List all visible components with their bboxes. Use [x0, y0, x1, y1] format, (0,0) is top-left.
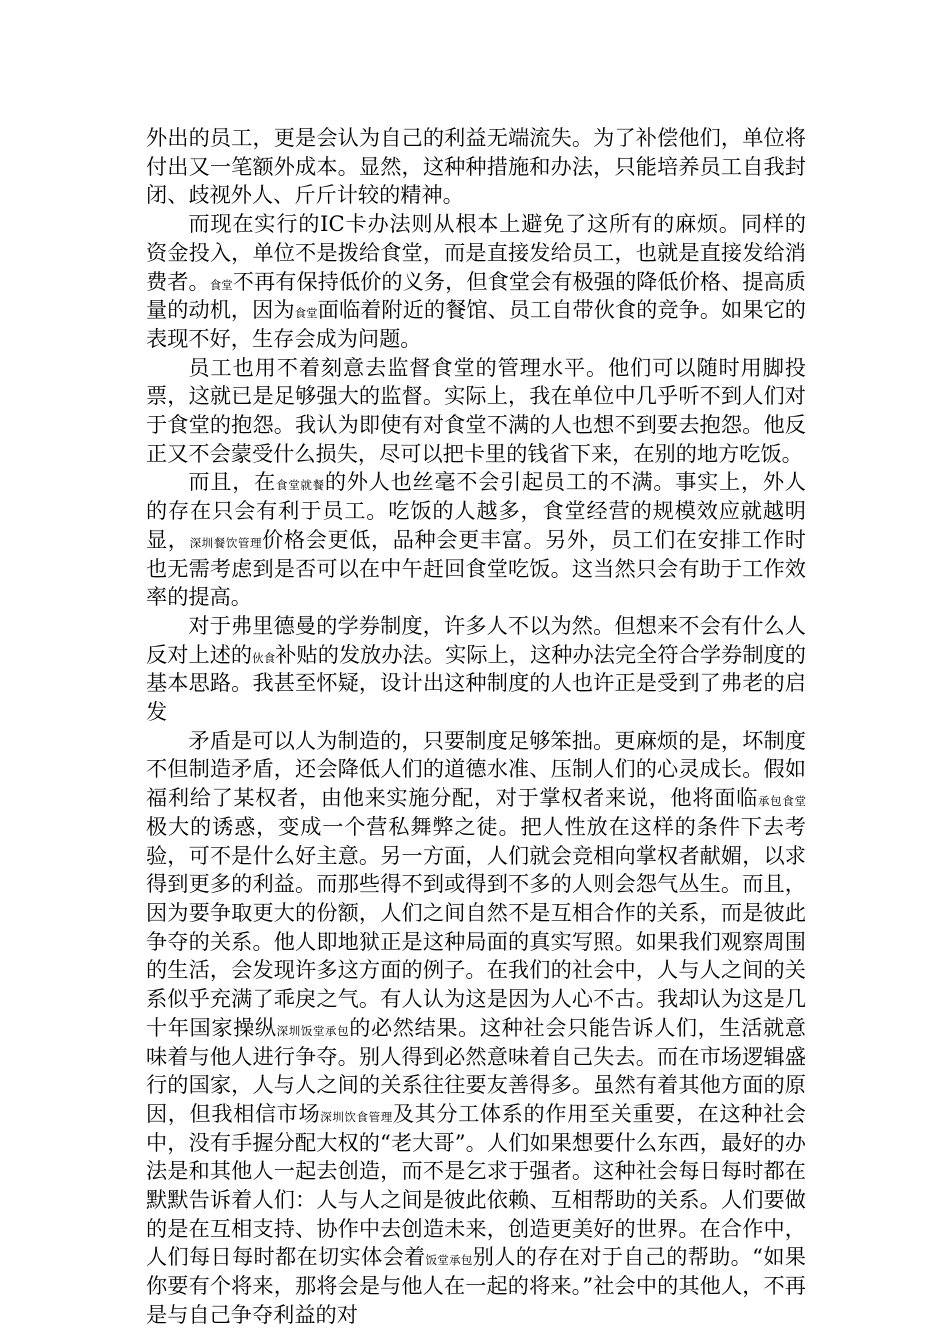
inline-small-text: 食堂	[209, 277, 233, 292]
paragraph-text: 的外人也丝毫不会引起员工的不满。事实上，外人的存在只会有利于员工。吃饭的人越多，食堂经营的规模效应就越明显，	[146, 469, 806, 552]
paragraph	[146, 468, 806, 612]
paragraph-text: 补贴的发放办法。实际上，这种办法完全符合学券制度的基本思路。我甚至怀疑，设计出这种制度的人也许正是受到了弗老的启发	[146, 641, 806, 725]
paragraph-text: 面临着附近的餐馆、员工自带伙食的竞争。如果它的表现不好，生存会成为问题。	[146, 297, 806, 351]
paragraph	[146, 354, 806, 469]
paragraph	[146, 612, 806, 727]
document-body	[146, 124, 806, 1330]
paragraph-text: 矛盾是可以人为制造的，只要制度足够笨拙。更麻烦的是，坏制度不但制造矛盾，还会降低人们的道德水准、压制人们的心灵成长。假如福利给了某权者，由他来实施分配，对于掌权者来说，他将面临	[146, 727, 806, 811]
paragraph-text: 对于弗里德曼的学券制度，许多人不以为然。但想来不会有什么人反对上述的	[146, 612, 806, 667]
paragraph-text: 及其分工体系的作用至关重要，在这种社会中，没有手握分配大权的“老大哥”。人们如果想要什么东西，最好的办法是和其他人一起去创造，而不是乞求于强者。这种社会每日每时都在默默告诉着人们：人与人之间是彼此依赖、互相帮助的关系。人们要做的是在互相支持、协作中去创造未来，创造更美好的世界。在合作中，人们每日每时都在切实体会着	[146, 1100, 806, 1270]
paragraph-text: 别人的存在对于自己的帮助。“如果你要有个将来，那将会是与他人在一起的将来。”社会中的其他人，不再是与自己争夺利益的对	[146, 1244, 806, 1327]
paragraph-text: 员工也用不着刻意去监督食堂的管理水平。他们可以随时用脚投票，这就已是足够强大的监督。实际上，我在单位中几乎听不到人们对于食堂的抱怨。我认为即使有对食堂不满的人也想不到要去抱怨。他反正又不会蒙受什么损失，尽可以把卡里的钱省下来，在别的地方吃饭。	[146, 354, 806, 466]
inline-small-text: 食堂	[294, 306, 318, 321]
paragraph	[146, 210, 806, 354]
paragraph-text: 而现在实行的IC卡办法则从根本上避免了这所有的麻烦。同样的资金投入，单位不是拨给食堂，而是直接发给员工，也就是直接发给消费者。	[146, 211, 806, 294]
paragraph-text: 不再有保持低价的义务，但食堂会有极强的降低价格、提高质量的动机，因为	[146, 268, 806, 323]
inline-small-text: 食堂就餐	[276, 478, 325, 493]
paragraph-text: 极大的诱惑，变成一个营私舞弊之徒。把人性放在这样的条件下去考验，可不是什么好主意。另一方面，人们就会竞相向掌权者献媚，以求得到更多的利益。而那些得不到或得到不多的人则会怨气丛生。而且，因为要争取更大的份额，人们之间自然不是互相合作的关系，而是彼此争夺的关系。他人即地狱正是这种局面的真实写照。如果我们观察周围的生活，会发现许多这方面的例子。在我们的社会中，人与人之间的关系似乎充满了乖戾之气。有人认为这是因为人心不古。我却认为这是几十年国家操纵	[146, 813, 806, 1040]
inline-small-text: 伙食	[252, 650, 276, 665]
inline-small-text: 承包食堂	[757, 794, 806, 809]
paragraph-text: 而且，在	[188, 469, 276, 495]
paragraph-text: 外出的员工，更是会认为自己的利益无端流失。为了补偿他们，单位将付出又一笔额外成本。显然，这种种措施和办法，只能培养员工自我封闭、歧视外人、斤斤计较的精神。	[146, 125, 806, 208]
paragraph-text: 价格会更低，品种会更丰富。另外，员工们在安排工作时也无需考虑到是否可以在中午赶回食堂吃饭。这当然只会有助于工作效率的提高。	[146, 526, 806, 610]
paragraph	[146, 124, 806, 210]
paragraph-text: 的必然结果。这种社会只能告诉人们，生活就意味着与他人进行争夺。别人得到必然意味着自己失去。而在市场逻辑盛行的国家，人与人之间的关系往往要友善得多。虽然有着其他方面的原因，但我相信市场	[146, 1014, 806, 1126]
inline-small-text: 深圳饭堂承包	[276, 1023, 350, 1038]
paragraph	[146, 727, 806, 1330]
inline-small-text: 深圳餐饮管理	[189, 535, 263, 550]
inline-small-text: 深圳饮食管理	[320, 1109, 393, 1124]
inline-small-text: 饭堂承包	[425, 1253, 473, 1268]
